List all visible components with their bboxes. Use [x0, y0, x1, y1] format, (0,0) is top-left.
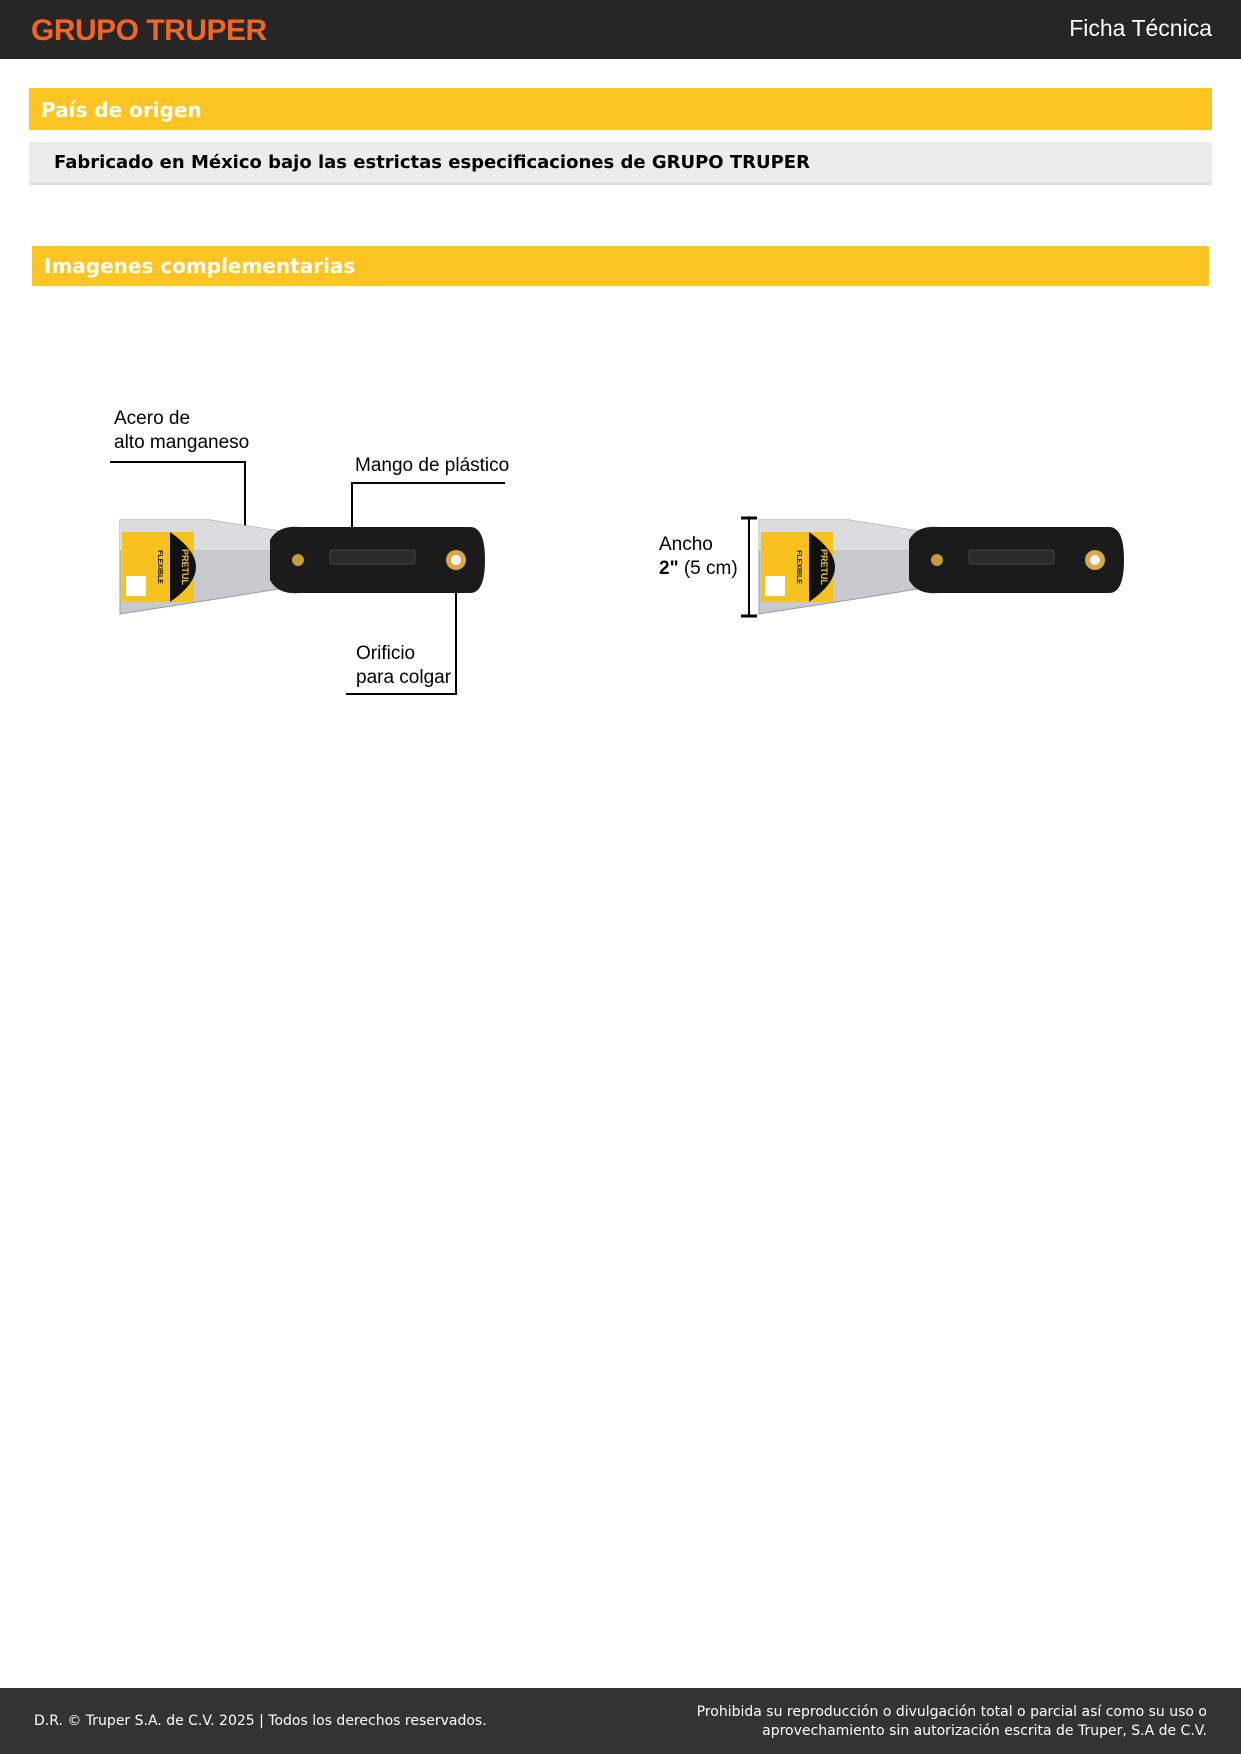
product-image-dimensions: [650, 500, 1130, 630]
callout-steel: Acero de alto manganeso: [114, 408, 250, 453]
images-heading: Imagenes complementarias: [32, 246, 1209, 286]
origin-text: Fabricado en México bajo las estrictas especificaciones de GRUPO TRUPER: [29, 142, 1212, 185]
callout-handle: Mango de plástico: [355, 455, 510, 476]
blade-label-text: FLEXIBLE: [156, 550, 163, 584]
footer: [0, 1688, 1241, 1754]
dimension-label: Ancho 2" (5 cm): [659, 534, 738, 579]
blade-brand-text-2: PRETUL: [819, 549, 829, 585]
origin-heading: País de origen: [29, 88, 1212, 130]
top-bar: [0, 0, 1241, 59]
footer-copyright: D.R. © Truper S.A. de C.V. 2025 | Todos los derechos reservados.: [34, 1713, 487, 1729]
dimension-metric: (5 cm): [683, 558, 738, 579]
dimension-value: 2": [659, 558, 679, 579]
callout-hanging-hole: Orificio para colgar: [356, 643, 452, 688]
brand-logo: GRUPO TRUPER: [31, 14, 267, 47]
blade-label-text-2: FLEXIBLE: [795, 550, 802, 584]
document-title: Ficha Técnica: [1069, 15, 1212, 41]
footer-disclaimer: Prohibida su reproducción o divulgación total o parcial así como su uso o aprovechamiento sin autorización escrita de Truper, S.A de C.V.: [696, 1704, 1207, 1739]
product-image-annotated: [100, 400, 520, 710]
blade-brand-text: PRETUL: [180, 549, 190, 585]
